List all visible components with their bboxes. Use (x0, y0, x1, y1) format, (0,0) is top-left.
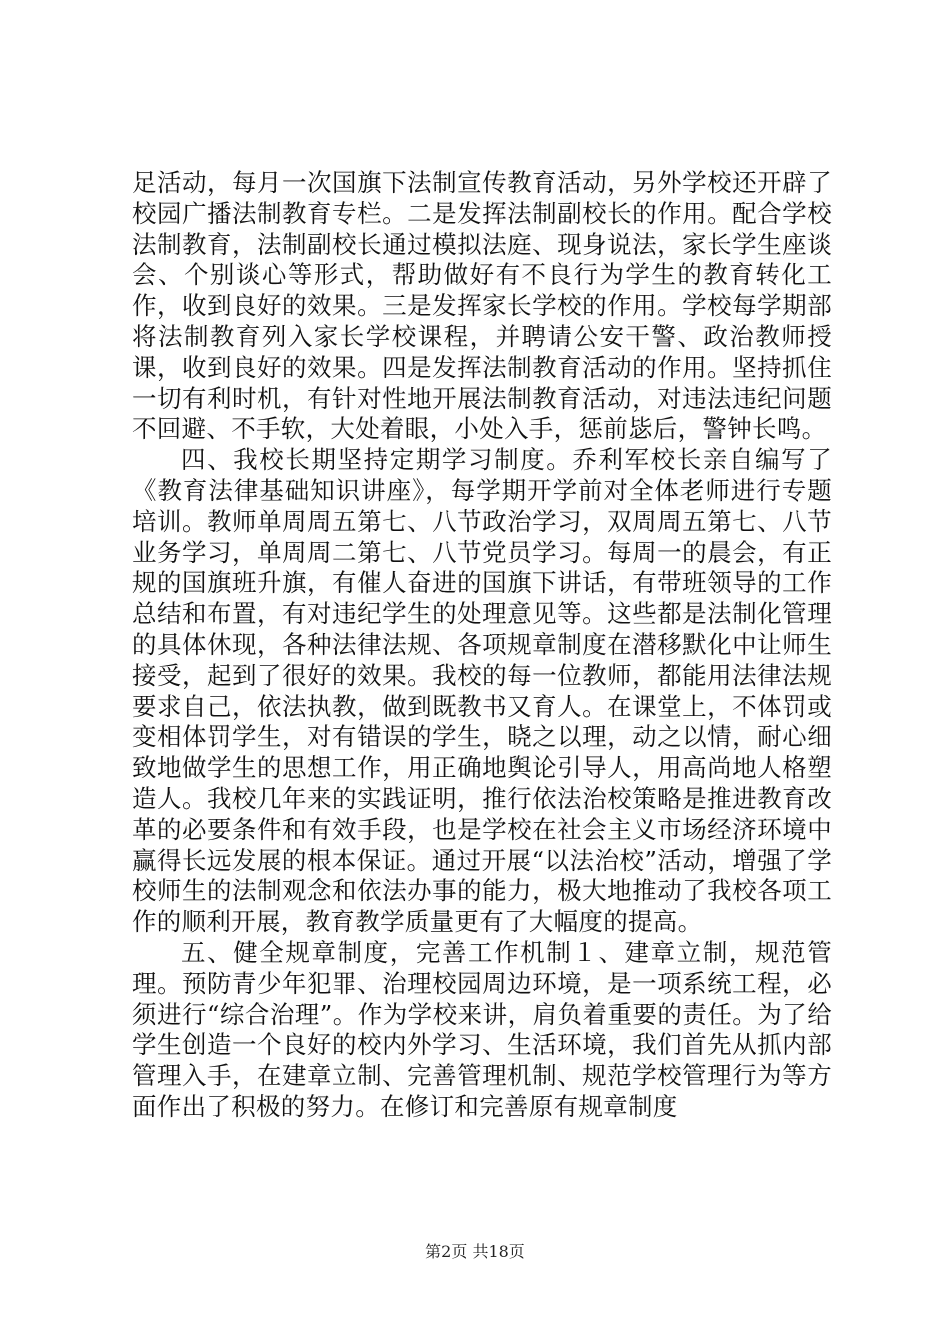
paragraph-3: 五、健全规章制度，完善工作机制１、建章立制，规范管理。预防青少年犯罪、治理校园周边环境，是一项系统工程，必须进行“综合治理”。作为学校来讲，肩负着重要的责任。为了给学生创造一个良好的校内外学习、生活环境，我们首先从抓内部管理入手，在建章立制、完善管理机制、规范学校管理行为等方面作出了积极的努力。在修订和完善原有规章制度 (132, 937, 832, 1121)
page-number-footer: 第2页 共18页 (425, 1242, 525, 1261)
paragraph-2: 四、我校长期坚持定期学习制度。乔利军校长亲自编写了《教育法律基础知识讲座》，每学期开学前对全体老师进行专题培训。教师单周周五第七、八节政治学习，双周周五第七、八节业务学习，单周周二第七、八节党员学习。每周一的晨会，有正规的国旗班升旗，有催人奋进的国旗下讲话，有带班领导的工作总结和布置，有对违纪学生的处理意见等。这些都是法制化管理的具体休现，各种法律法规、各项规章制度在潜移默化中让师生接受，起到了很好的效果。我校的每一位教师，都能用法律法规要求自己，依法执教，做到既教书又育人。在课堂上，不体罚或变相体罚学生，对有错误的学生，晓之以理，动之以情，耐心细致地做学生的思想工作，用正确地舆论引导人，用高尚地人格塑造人。我校几年来的实践证明，推行依法治校策略是推进教育改革的必要条件和有效手段，也是学校在社会主义市场经济环境中赢得长远发展的根本保证。通过开展“以法治校”活动，增强了学校师生的法制观念和依法办事的能力，极大地推动了我校各项工作的顺利开展，教育教学质量更有了大幅度的提高。 (132, 445, 832, 937)
paragraph-1: 足活动，每月一次国旗下法制宣传教育活动，另外学校还开辟了校园广播法制教育专栏。二是发挥法制副校长的作用。配合学校法制教育，法制副校长通过模拟法庭、现身说法，家长学生座谈会、个别谈心等形式，帮助做好有不良行为学生的教育转化工作，收到良好的效果。三是发挥家长学校的作用。学校每学期部将法制教育列入家长学校课程，并聘请公安干警、政治教师授课，收到良好的效果。四是发挥法制教育活动的作用。坚持抓住一切有利时机，有针对性地开展法制教育活动，对违法违纪问题不回避、不手软，大处着眼，小处入手，惩前毖后，警钟长鸣。 (132, 168, 832, 444)
document-body (132, 168, 832, 1123)
